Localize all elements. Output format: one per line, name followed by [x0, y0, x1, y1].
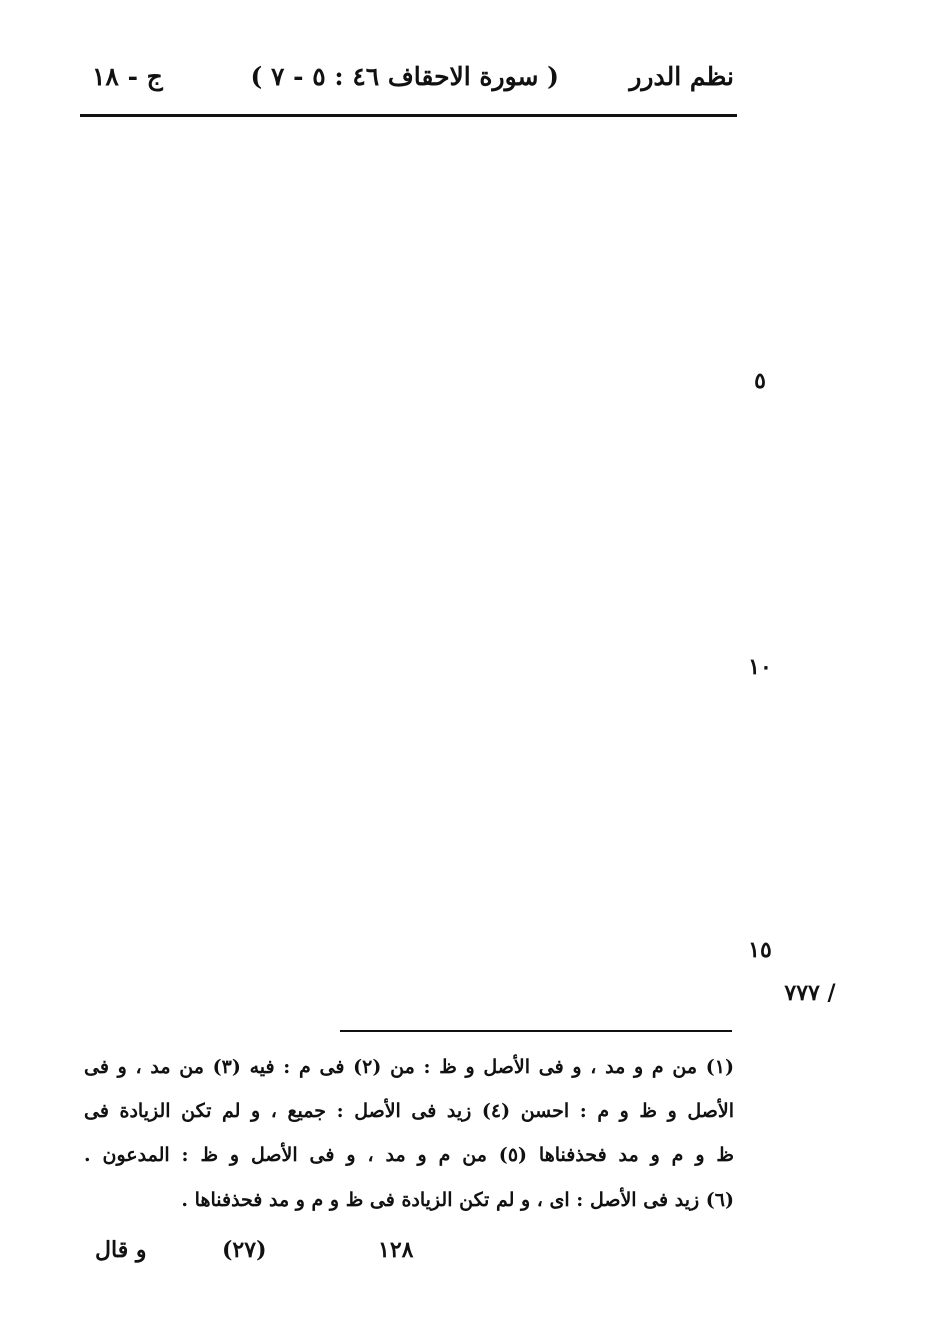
line-number: ١٥: [748, 937, 772, 963]
footnote-line: (١) من م و مد ، و فى الأصل و ظ : من (٢) فى م : فيه (٣) من مد ، و فى: [84, 1056, 734, 1078]
header-rule: [80, 114, 737, 117]
running-header: [82, 62, 734, 102]
manuscript-folio-ref: / ٧٧٧: [784, 980, 836, 1006]
book-title: نظم الدرر: [629, 62, 734, 91]
line-number: ٥: [754, 368, 766, 394]
surah-reference: ( سورة الاحقاف ٤٦ : ٥ - ٧ ): [250, 62, 559, 91]
line-number: ١٠: [748, 654, 772, 680]
footnote-rule: [340, 1030, 732, 1032]
sheet-number: (٢٧): [222, 1237, 267, 1263]
footnote-line: الأصل و ظ و م : احسن (٤) زيد فى الأصل : جميع ، و لم تكن الزيادة فى: [84, 1100, 734, 1122]
catchword: و قال: [95, 1237, 147, 1263]
part-number: ج - ١٨: [92, 62, 163, 91]
footnote-line: ظ و م و مد فحذفناها (٥) من م و مد ، و فى الأصل و ظ : المدعون .: [84, 1144, 734, 1166]
signature-number: ١٢٨: [378, 1237, 414, 1263]
footnote-line: (٦) زيد فى الأصل : اى ، و لم تكن الزيادة فى ظ و م و مد فحذفناها .: [181, 1189, 734, 1211]
